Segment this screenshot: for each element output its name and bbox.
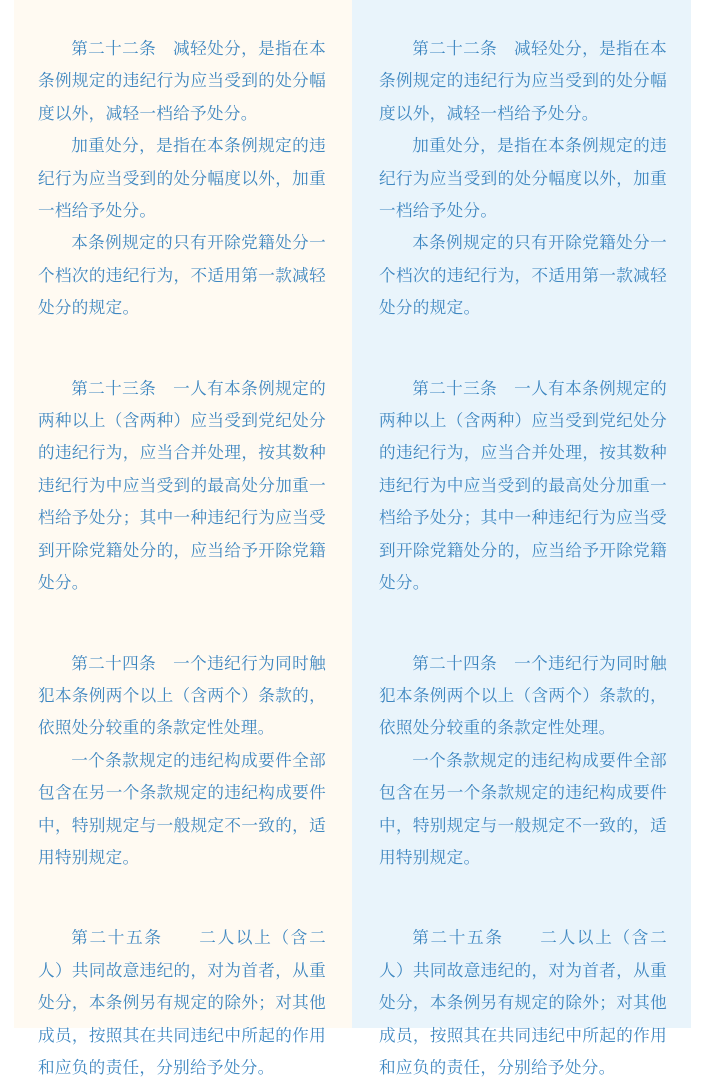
article-23 bbox=[379, 373, 667, 600]
article-24 bbox=[379, 648, 667, 875]
paragraph: 一个条款规定的违纪构成要件全部包含在另一个条款规定的违纪构成要件中，特别规定与一般规定不一致的，适用特别规定。 bbox=[38, 750, 326, 867]
article-24 bbox=[38, 648, 326, 875]
paragraph: 加重处分，是指在本条例规定的违纪行为应当受到的处分幅度以外，加重一档给予处分。 bbox=[38, 136, 326, 221]
article-23 bbox=[38, 373, 326, 600]
paragraph: 第二十五条 二人以上（含二人）共同故意违纪的，对为首者，从重处分，本条例另有规定的除外；对其他成员，按照其在共同违纪中所起的作用和应负的责任，分别给予处分。 bbox=[38, 928, 326, 1077]
paragraph: 第二十五条 二人以上（含二人）共同故意违纪的，对为首者，从重处分，本条例另有规定的除外；对其他成员，按照其在共同违纪中所起的作用和应负的责任，分别给予处分。 bbox=[379, 928, 667, 1077]
article-25 bbox=[379, 922, 667, 1084]
paragraph: 第二十四条 一个违纪行为同时触犯本条例两个以上（含两个）条款的，依照处分较重的条款定性处理。 bbox=[38, 653, 326, 738]
paragraph: 加重处分，是指在本条例规定的违纪行为应当受到的处分幅度以外，加重一档给予处分。 bbox=[379, 136, 667, 221]
article-22 bbox=[379, 33, 667, 325]
paragraph: 一个条款规定的违纪构成要件全部包含在另一个条款规定的违纪构成要件中，特别规定与一般规定不一致的，适用特别规定。 bbox=[379, 750, 667, 867]
article-22 bbox=[38, 33, 326, 325]
paragraph: 本条例规定的只有开除党籍处分一个档次的违纪行为，不适用第一款减轻处分的规定。 bbox=[38, 233, 326, 318]
article-25 bbox=[38, 922, 326, 1084]
left-column bbox=[14, 0, 352, 1077]
paragraph: 第二十四条 一个违纪行为同时触犯本条例两个以上（含两个）条款的，依照处分较重的条款定性处理。 bbox=[379, 653, 667, 738]
right-column bbox=[352, 0, 691, 1077]
paragraph: 本条例规定的只有开除党籍处分一个档次的违纪行为，不适用第一款减轻处分的规定。 bbox=[379, 233, 667, 318]
paragraph: 第二十三条 一人有本条例规定的两种以上（含两种）应当受到党纪处分的违纪行为，应当合并处理，按其数种违纪行为中应当受到的最高处分加重一档给予处分；其中一种违纪行为应当受到开除党籍处分的，应当给予开除党籍处分。 bbox=[38, 378, 326, 593]
paragraph: 第二十三条 一人有本条例规定的两种以上（含两种）应当受到党纪处分的违纪行为，应当合并处理，按其数种违纪行为中应当受到的最高处分加重一档给予处分；其中一种违纪行为应当受到开除党籍处分的，应当给予开除党籍处分。 bbox=[379, 378, 667, 593]
paragraph: 第二十二条 减轻处分，是指在本条例规定的违纪行为应当受到的处分幅度以外，减轻一档给予处分。 bbox=[38, 39, 326, 123]
paragraph: 第二十二条 减轻处分，是指在本条例规定的违纪行为应当受到的处分幅度以外，减轻一档给予处分。 bbox=[379, 39, 667, 123]
